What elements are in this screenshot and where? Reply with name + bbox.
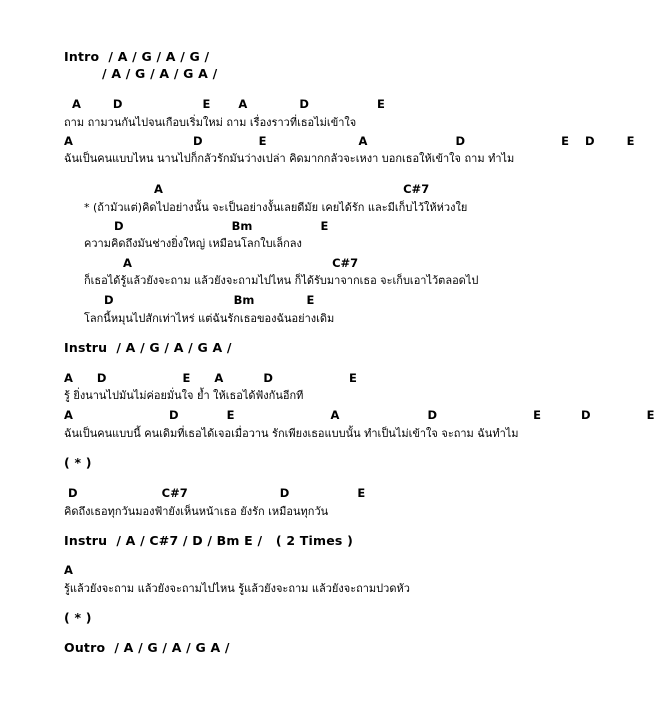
- chorus-chords-1: A C#7: [154, 182, 430, 196]
- verse2-chords-2: A D E A D E D E: [64, 408, 655, 422]
- instru-line-2: Instru / A / C#7 / D / Bm E / ( 2 Times ): [64, 533, 354, 548]
- intro-line-2: / A / G / A / G A /: [102, 66, 218, 81]
- verse2-lyric-2: ฉันเป็นคนแบบนี้ คนเดิมที่เธอได้เจอเมื่อวาน รักเพียงเธอแบบนั้น ทำเป็นไม่เข้าใจ จะถาม ฉันทำไม: [64, 427, 519, 440]
- verse2-lyric-1: รู้ ยิ่งนานไปมันไม่ค่อยมั่นใจ ย้ำ ให้เธอได้ฟังกันอีกที: [64, 389, 304, 402]
- verse1-chords-1: A D E A D E: [72, 97, 385, 111]
- outro-verse-chord: A: [64, 563, 73, 577]
- bridge-chords: D C#7 D E: [68, 486, 366, 500]
- chorus-lyric-1: * (ถ้ามัวแต่)คิดไปอย่างนั้น จะเป็นอย่างงั้นเลยดีมัย เคยได้รัก และมีเก็บไว้ให้ห่วงใย: [84, 201, 468, 214]
- chorus-lyric-2: ความคิดถึงมันช่างยิ่งใหญ่ เหมือนโลกใบเล็กลง: [84, 237, 302, 250]
- outro-verse-lyric: รู้แล้วยังจะถาม แล้วยังจะถามไปไหน รู้แล้วยังจะถาม แล้วยังจะถามปวดหัว: [64, 582, 410, 595]
- bridge-lyric: คิดถึงเธอทุกวันมองฟ้ายังเห็นหน้าเธอ ยังรัก เหมือนทุกวัน: [64, 505, 329, 518]
- verse1-chords-2: A D E A D E D E: [64, 134, 635, 148]
- verse1-lyric-2: ฉันเป็นคนแบบไหน นานไปก็กลัวรักมันว่างเปล่า คิดมากกลัวจะเหงา บอกเธอให้เข้าใจ ถาม ทำไม: [64, 152, 515, 165]
- instru-line-1: Instru / A / G / A / G A /: [64, 340, 232, 355]
- chorus-lyric-4: โลกนี้หมุนไปสักเท่าไหร่ แต่ฉันรักเธอของฉันอย่างเดิม: [84, 312, 335, 325]
- verse2-chords-1: A D E A D E: [64, 371, 357, 385]
- chorus-chords-4: D Bm E: [104, 293, 315, 307]
- verse1-lyric-1: ถาม ถามวนกันไปจนเกือบเริ่มใหม่ ถาม เรื่องราวที่เธอไม่เข้าใจ: [64, 116, 357, 129]
- outro-line: Outro / A / G / A / G A /: [64, 640, 230, 655]
- chorus-reference-2: ( * ): [64, 610, 92, 625]
- intro-line-1: Intro / A / G / A / G /: [64, 49, 210, 64]
- chorus-lyric-3: ก็เธอได้รู้แล้วยังจะถาม แล้วยังจะถามไปไหน ก็ได้รับมาจากเธอ จะเก็บเอาไว้ตลอดไป: [84, 274, 479, 287]
- chorus-reference-1: ( * ): [64, 455, 92, 470]
- chorus-chords-2: D Bm E: [114, 219, 329, 233]
- chorus-chords-3: A C#7: [123, 256, 359, 270]
